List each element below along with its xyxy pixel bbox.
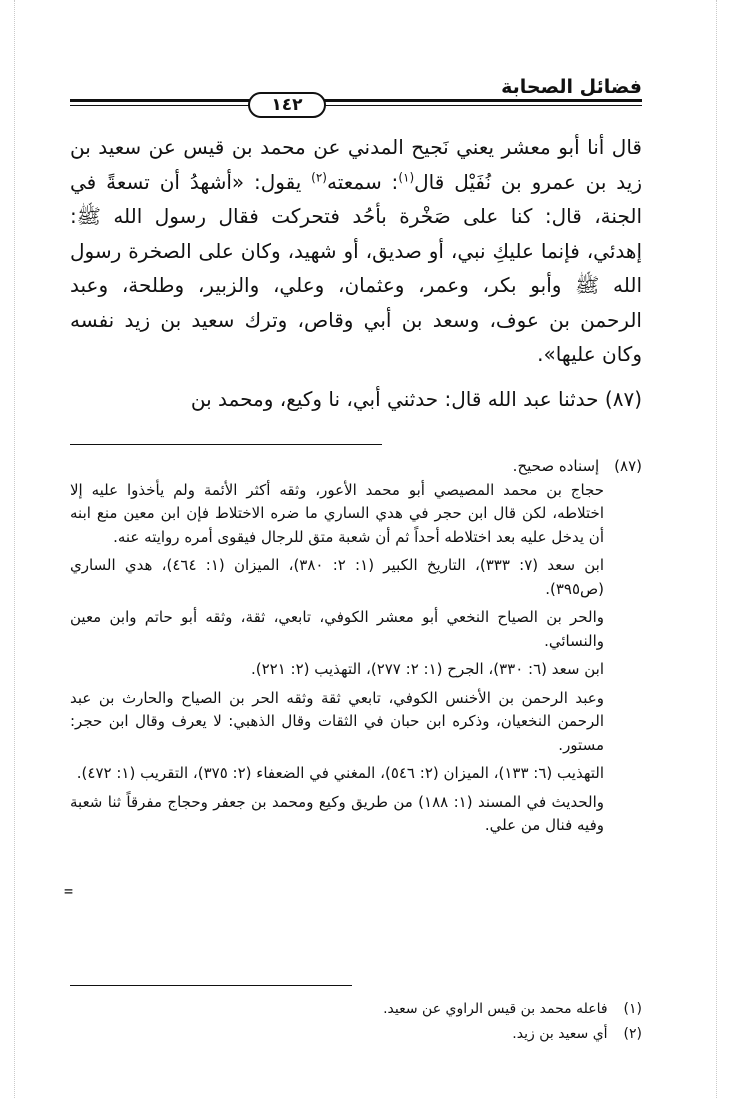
commentary-heading: إسناده صحيح. <box>512 457 600 475</box>
page-number: ١٤٢ <box>248 92 326 118</box>
commentary-block-4: ابن سعد (٦: ٣٣٠)، الجرح (١: ٢: ٢٧٧)، التهذيب (٢: ٢٢١). <box>250 660 604 678</box>
page-header <box>70 70 642 120</box>
footnote-ref-1: (١) <box>398 169 415 184</box>
commentary-heading-line <box>70 455 642 479</box>
scan-edge-right <box>716 0 717 1098</box>
hadith-86-text <box>70 130 642 372</box>
header-rule-thick <box>70 99 642 102</box>
hadith-86-part3: يقول: «أشهدُ أن تسعةً في الجنة، قال: كنا على صَخْرة بأحُد فتحركت فقال رسول الله ﷺ: إهدئي، فإنما عليكِ نبي، أو صديق، أو شهيد، وكان على الصخرة رسول الله ﷺ وأبو بكر، وعمر، وعثمان، وعلي، والزبير، وطلحة، وعبد الرحمن بن عوف، وسعد بن أبي وقاص، وترك سعيد بن زيد نفسه وكان عليها». <box>70 169 642 366</box>
commentary-block-2: ابن سعد (٧: ٣٣٣)، التاريخ الكبير (١: ٢: ٣٨٠)، الميزان (١: ٤٦٤)، هدي الساري (ص٣٩٥). <box>70 556 605 598</box>
footnotes <box>70 997 642 1047</box>
commentary <box>70 455 642 843</box>
running-title: فضائل الصحابة <box>501 76 642 98</box>
hadith-87-text: (٨٧) حدثنا عبد الله قال: حدثني أبي، نا وكيع، ومحمد بن <box>190 386 642 411</box>
scan-edge-left <box>14 0 15 1098</box>
main-text <box>70 130 642 416</box>
footnote-1 <box>70 997 642 1022</box>
footnote-1-marker: (١) <box>623 1001 642 1017</box>
commentary-number: (٨٧) <box>614 457 642 475</box>
footnote-2-marker: (٢) <box>623 1026 642 1042</box>
footnote-1-text: فاعله محمد بن قيس الراوي عن سعيد. <box>383 1001 608 1017</box>
commentary-block-1: حجاج بن محمد المصيصي أبو محمد الأعور، وثقه أكثر الأئمة ولم يأخذوا عليه إلا اختلاطه، لكن قال ابن حجر في هدي الساري ما ضره الاختلاط فإن ابن معين منع ابنه أن يدخل عليه بعد اختلاطه أحداً ثم أن شعبة متق للرجال فيقوى أمره روايته عنه. <box>70 480 604 546</box>
footnote-divider <box>70 985 352 986</box>
edge-marker: = <box>64 882 74 900</box>
hadith-86-part1: قال أنا أبو معشر يعني نَجيح المدني عن محمد بن قيس عن سعيد بن زيد بن عمرو بن نُفَيْل قال <box>70 135 643 194</box>
footnote-2 <box>70 1022 642 1047</box>
footnote-ref-2: (٢) <box>311 169 327 184</box>
commentary-block-7: والحديث في المسند (١: ١٨٨) من طريق وكيع ومحمد بن جعفر وحجاج مفرقاً ثنا شعبة وفيه فنال من علي. <box>70 792 604 834</box>
commentary-block-6: التهذيب (٦: ١٣٣)، الميزان (٢: ٥٤٦)، المغني في الضعفاء (٢: ٣٧٥)، التقريب (١: ٤٧٢). <box>76 764 604 782</box>
footnote-2-text: أي سعيد بن زيد. <box>512 1026 608 1042</box>
header-rule-thin <box>70 105 642 106</box>
main-divider <box>70 444 382 445</box>
hadith-86-part2: : سمعته <box>326 169 399 194</box>
commentary-block-5: وعبد الرحمن بن الأخنس الكوفي، تابعي ثقة وثقه الحر بن الصياح والحارث بن عبد الرحمن النخعيان، وذكره ابن حبان في الثقات وقال الذهبي: لا يعرف وقال ابن حجر: مستور. <box>70 688 604 754</box>
commentary-block-3: والحر بن الصياح النخعي أبو معشر الكوفي، تابعي، ثقة، وثقه أبو حاتم وابن معين والنسائي. <box>70 608 604 650</box>
